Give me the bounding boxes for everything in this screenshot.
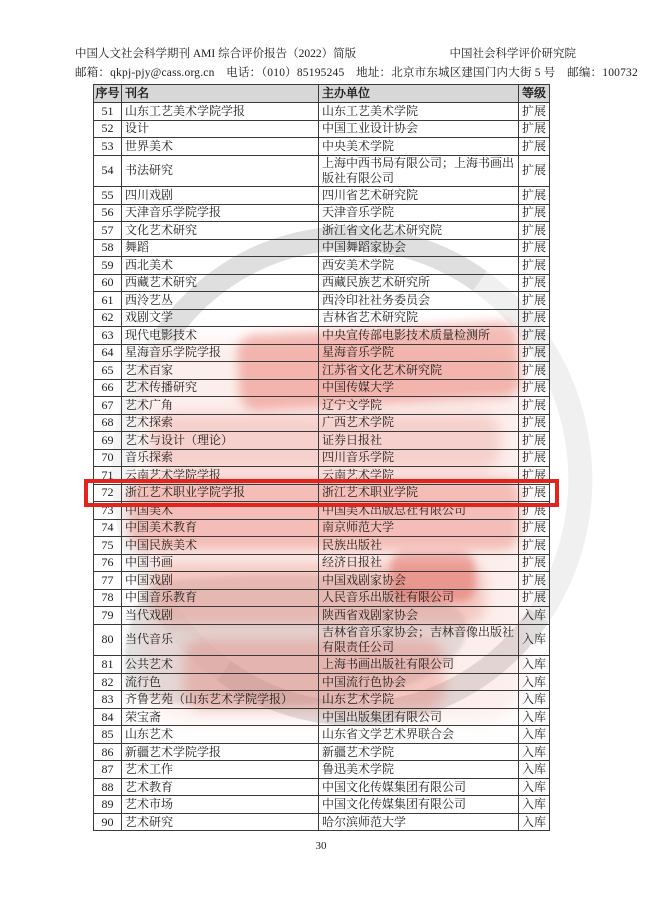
cell-organizer: 陕西省戏剧家协会 [319,607,519,625]
cell-no: 81 [94,656,122,674]
cell-organizer: 云南艺术学院 [319,467,519,485]
cell-no: 72 [94,484,122,502]
cell-journal: 世界美术 [122,138,319,156]
cell-grade: 入库 [519,761,550,779]
cell-organizer: 中国传媒大学 [319,379,519,397]
cell-journal: 艺术探索 [122,414,319,432]
cell-journal: 当代戏剧 [122,607,319,625]
report-title: 中国人文社会科学期刊 AMI 综合评价报告（2022）简版 [75,48,357,60]
cell-journal: 星海音乐学院学报 [122,344,319,362]
cell-no: 51 [94,103,122,121]
cell-journal: 中国戏剧 [122,572,319,590]
cell-organizer: 中国文化传媒集团有限公司 [319,796,519,814]
cell-organizer: 哈尔滨师范大学 [319,813,519,831]
cell-organizer: 西安美术学院 [319,257,519,275]
cell-grade: 扩展 [519,467,550,485]
cell-journal: 西北美术 [122,257,319,275]
cell-organizer: 南京师范大学 [319,519,519,537]
cell-no: 70 [94,449,122,467]
cell-organizer: 山东省文学艺术界联合会 [319,726,519,744]
cell-grade: 扩展 [519,362,550,380]
cell-grade: 扩展 [519,155,550,187]
table-row [94,432,550,450]
table-row [94,708,550,726]
cell-grade: 入库 [519,743,550,761]
cell-journal: 书法研究 [122,155,319,187]
cell-grade: 扩展 [519,572,550,590]
cell-no: 53 [94,138,122,156]
table-row [94,624,550,656]
cell-grade: 扩展 [519,484,550,502]
cell-grade: 入库 [519,607,550,625]
table-row [94,778,550,796]
cell-journal: 中国美术 [122,502,319,520]
cell-organizer: 广西艺术学院 [319,414,519,432]
cell-grade: 扩展 [519,138,550,156]
cell-no: 62 [94,309,122,327]
cell-grade: 扩展 [519,274,550,292]
table-row [94,397,550,415]
table-row [94,103,550,121]
cell-organizer: 上海中西书局有限公司；上海书画出版社有限公司 [319,155,519,187]
cell-grade: 入库 [519,708,550,726]
table-row [94,257,550,275]
journal-table-body [94,103,550,831]
cell-grade: 扩展 [519,204,550,222]
table-row [94,572,550,590]
cell-grade: 扩展 [519,292,550,310]
table-row [94,796,550,814]
cell-grade: 扩展 [519,537,550,555]
cell-no: 60 [94,274,122,292]
cell-organizer: 辽宁文学院 [319,397,519,415]
cell-no: 56 [94,204,122,222]
cell-organizer: 星海音乐学院 [319,344,519,362]
cell-journal: 中国书画 [122,554,319,572]
cell-grade: 扩展 [519,239,550,257]
cell-journal: 西藏艺术研究 [122,274,319,292]
table-header-row [94,85,550,103]
cell-no: 68 [94,414,122,432]
institution-name: 中国社会科学评价研究院 [449,48,576,60]
cell-no: 90 [94,813,122,831]
cell-grade: 扩展 [519,589,550,607]
cell-no: 78 [94,589,122,607]
cell-no: 54 [94,155,122,187]
cell-organizer: 中国美术出版总社有限公司 [319,502,519,520]
table-row [94,691,550,709]
cell-journal: 艺术百家 [122,362,319,380]
document-header [75,45,638,80]
cell-organizer: 中国文化传媒集团有限公司 [319,778,519,796]
cell-journal: 艺术传播研究 [122,379,319,397]
cell-organizer: 吉林省音乐家协会；吉林音像出版社有限责任公司 [319,624,519,656]
table-row [94,362,550,380]
table-row [94,519,550,537]
cell-journal: 音乐探索 [122,449,319,467]
table-row [94,187,550,205]
cell-grade: 扩展 [519,187,550,205]
table-row [94,484,550,502]
cell-grade: 扩展 [519,502,550,520]
cell-no: 57 [94,222,122,240]
cell-grade: 扩展 [519,344,550,362]
cell-journal: 天津音乐学院学报 [122,204,319,222]
cell-journal: 戏剧文学 [122,309,319,327]
cell-journal: 云南艺术学院学报 [122,467,319,485]
cell-no: 55 [94,187,122,205]
cell-organizer: 江苏省文化艺术研究院 [319,362,519,380]
cell-grade: 扩展 [519,120,550,138]
journal-table [93,84,550,831]
cell-journal: 现代电影技术 [122,327,319,345]
cell-journal: 文化艺术研究 [122,222,319,240]
cell-grade: 入库 [519,691,550,709]
table-row [94,673,550,691]
cell-organizer: 人民音乐出版社有限公司 [319,589,519,607]
cell-grade: 扩展 [519,103,550,121]
cell-no: 59 [94,257,122,275]
cell-grade: 入库 [519,656,550,674]
table-row [94,344,550,362]
cell-journal: 西泠艺丛 [122,292,319,310]
cell-no: 82 [94,673,122,691]
table-row [94,222,550,240]
table-row [94,502,550,520]
cell-grade: 扩展 [519,397,550,415]
cell-organizer: 四川省艺术研究院 [319,187,519,205]
table-row [94,554,550,572]
cell-no: 77 [94,572,122,590]
cell-no: 79 [94,607,122,625]
cell-journal: 中国音乐教育 [122,589,319,607]
cell-grade: 入库 [519,726,550,744]
cell-organizer: 中国舞蹈家协会 [319,239,519,257]
cell-organizer: 中央宣传部电影技术质量检测所 [319,327,519,345]
cell-organizer: 四川音乐学院 [319,449,519,467]
column-header-organizer: 主办单位 [319,85,519,103]
cell-journal: 荣宝斋 [122,708,319,726]
table-row [94,743,550,761]
cell-no: 71 [94,467,122,485]
column-header-no: 序号 [94,85,122,103]
cell-no: 73 [94,502,122,520]
cell-no: 80 [94,624,122,656]
table-row [94,239,550,257]
cell-journal: 艺术研究 [122,813,319,831]
table-row [94,467,550,485]
cell-no: 69 [94,432,122,450]
contact-line: 邮箱：qkpj-pjy@cass.org.cn 电话：（010）85195245 地址：北京市东城区建国门内大街 5 号 邮编：100732 [75,67,638,79]
cell-organizer: 浙江省文化艺术研究院 [319,222,519,240]
cell-journal: 流行色 [122,673,319,691]
cell-grade: 扩展 [519,309,550,327]
cell-organizer: 中国流行色协会 [319,673,519,691]
table-row [94,414,550,432]
cell-organizer: 证券日报社 [319,432,519,450]
cell-journal: 设计 [122,120,319,138]
cell-no: 85 [94,726,122,744]
cell-no: 52 [94,120,122,138]
table-row [94,813,550,831]
cell-grade: 入库 [519,813,550,831]
cell-no: 89 [94,796,122,814]
cell-grade: 入库 [519,624,550,656]
cell-organizer: 中国工业设计协会 [319,120,519,138]
cell-no: 76 [94,554,122,572]
cell-grade: 扩展 [519,257,550,275]
cell-organizer: 中央美术学院 [319,138,519,156]
cell-no: 74 [94,519,122,537]
cell-no: 86 [94,743,122,761]
table-row [94,309,550,327]
cell-grade: 扩展 [519,432,550,450]
cell-no: 83 [94,691,122,709]
table-row [94,589,550,607]
cell-organizer: 山东艺术学院 [319,691,519,709]
cell-journal: 山东工艺美术学院学报 [122,103,319,121]
cell-organizer: 西藏民族艺术研究所 [319,274,519,292]
cell-journal: 浙江艺术职业学院学报 [122,484,319,502]
cell-journal: 当代音乐 [122,624,319,656]
cell-organizer: 中国戏剧家协会 [319,572,519,590]
table-row [94,327,550,345]
table-row [94,120,550,138]
cell-grade: 扩展 [519,519,550,537]
cell-no: 63 [94,327,122,345]
cell-journal: 艺术市场 [122,796,319,814]
table-row [94,155,550,187]
cell-journal: 四川戏剧 [122,187,319,205]
cell-no: 88 [94,778,122,796]
table-row [94,138,550,156]
cell-journal: 艺术教育 [122,778,319,796]
cell-journal: 齐鲁艺苑（山东艺术学院学报） [122,691,319,709]
table-row [94,274,550,292]
cell-organizer: 上海书画出版社有限公司 [319,656,519,674]
cell-no: 87 [94,761,122,779]
cell-organizer: 鲁迅美术学院 [319,761,519,779]
table-row [94,379,550,397]
table-row [94,607,550,625]
cell-journal: 中国民族美术 [122,537,319,555]
cell-organizer: 中国出版集团有限公司 [319,708,519,726]
cell-grade: 扩展 [519,327,550,345]
cell-grade: 入库 [519,673,550,691]
table-row [94,292,550,310]
cell-grade: 扩展 [519,449,550,467]
cell-journal: 艺术工作 [122,761,319,779]
cell-organizer: 新疆艺术学院 [319,743,519,761]
cell-organizer: 吉林省艺术研究院 [319,309,519,327]
table-row [94,537,550,555]
page-number: 30 [315,840,327,852]
cell-journal: 新疆艺术学院学报 [122,743,319,761]
cell-journal: 中国美术教育 [122,519,319,537]
cell-grade: 扩展 [519,414,550,432]
cell-no: 66 [94,379,122,397]
cell-organizer: 经济日报社 [319,554,519,572]
cell-organizer: 浙江艺术职业学院 [319,484,519,502]
cell-no: 64 [94,344,122,362]
column-header-grade: 等级 [519,85,550,103]
cell-no: 75 [94,537,122,555]
table-row [94,726,550,744]
table-row [94,761,550,779]
cell-grade: 扩展 [519,222,550,240]
cell-grade: 扩展 [519,379,550,397]
cell-grade: 扩展 [519,554,550,572]
cell-organizer: 山东工艺美术学院 [319,103,519,121]
column-header-journal: 刊名 [122,85,319,103]
cell-journal: 艺术广角 [122,397,319,415]
cell-no: 58 [94,239,122,257]
cell-no: 67 [94,397,122,415]
table-row [94,656,550,674]
cell-journal: 山东艺术 [122,726,319,744]
cell-journal: 舞蹈 [122,239,319,257]
table-row [94,449,550,467]
cell-journal: 艺术与设计（理论） [122,432,319,450]
cell-organizer: 天津音乐学院 [319,204,519,222]
cell-grade: 入库 [519,796,550,814]
cell-grade: 入库 [519,778,550,796]
cell-no: 61 [94,292,122,310]
table-row [94,204,550,222]
cell-organizer: 民族出版社 [319,537,519,555]
cell-no: 65 [94,362,122,380]
cell-organizer: 西泠印社社务委员会 [319,292,519,310]
cell-no: 84 [94,708,122,726]
cell-journal: 公共艺术 [122,656,319,674]
